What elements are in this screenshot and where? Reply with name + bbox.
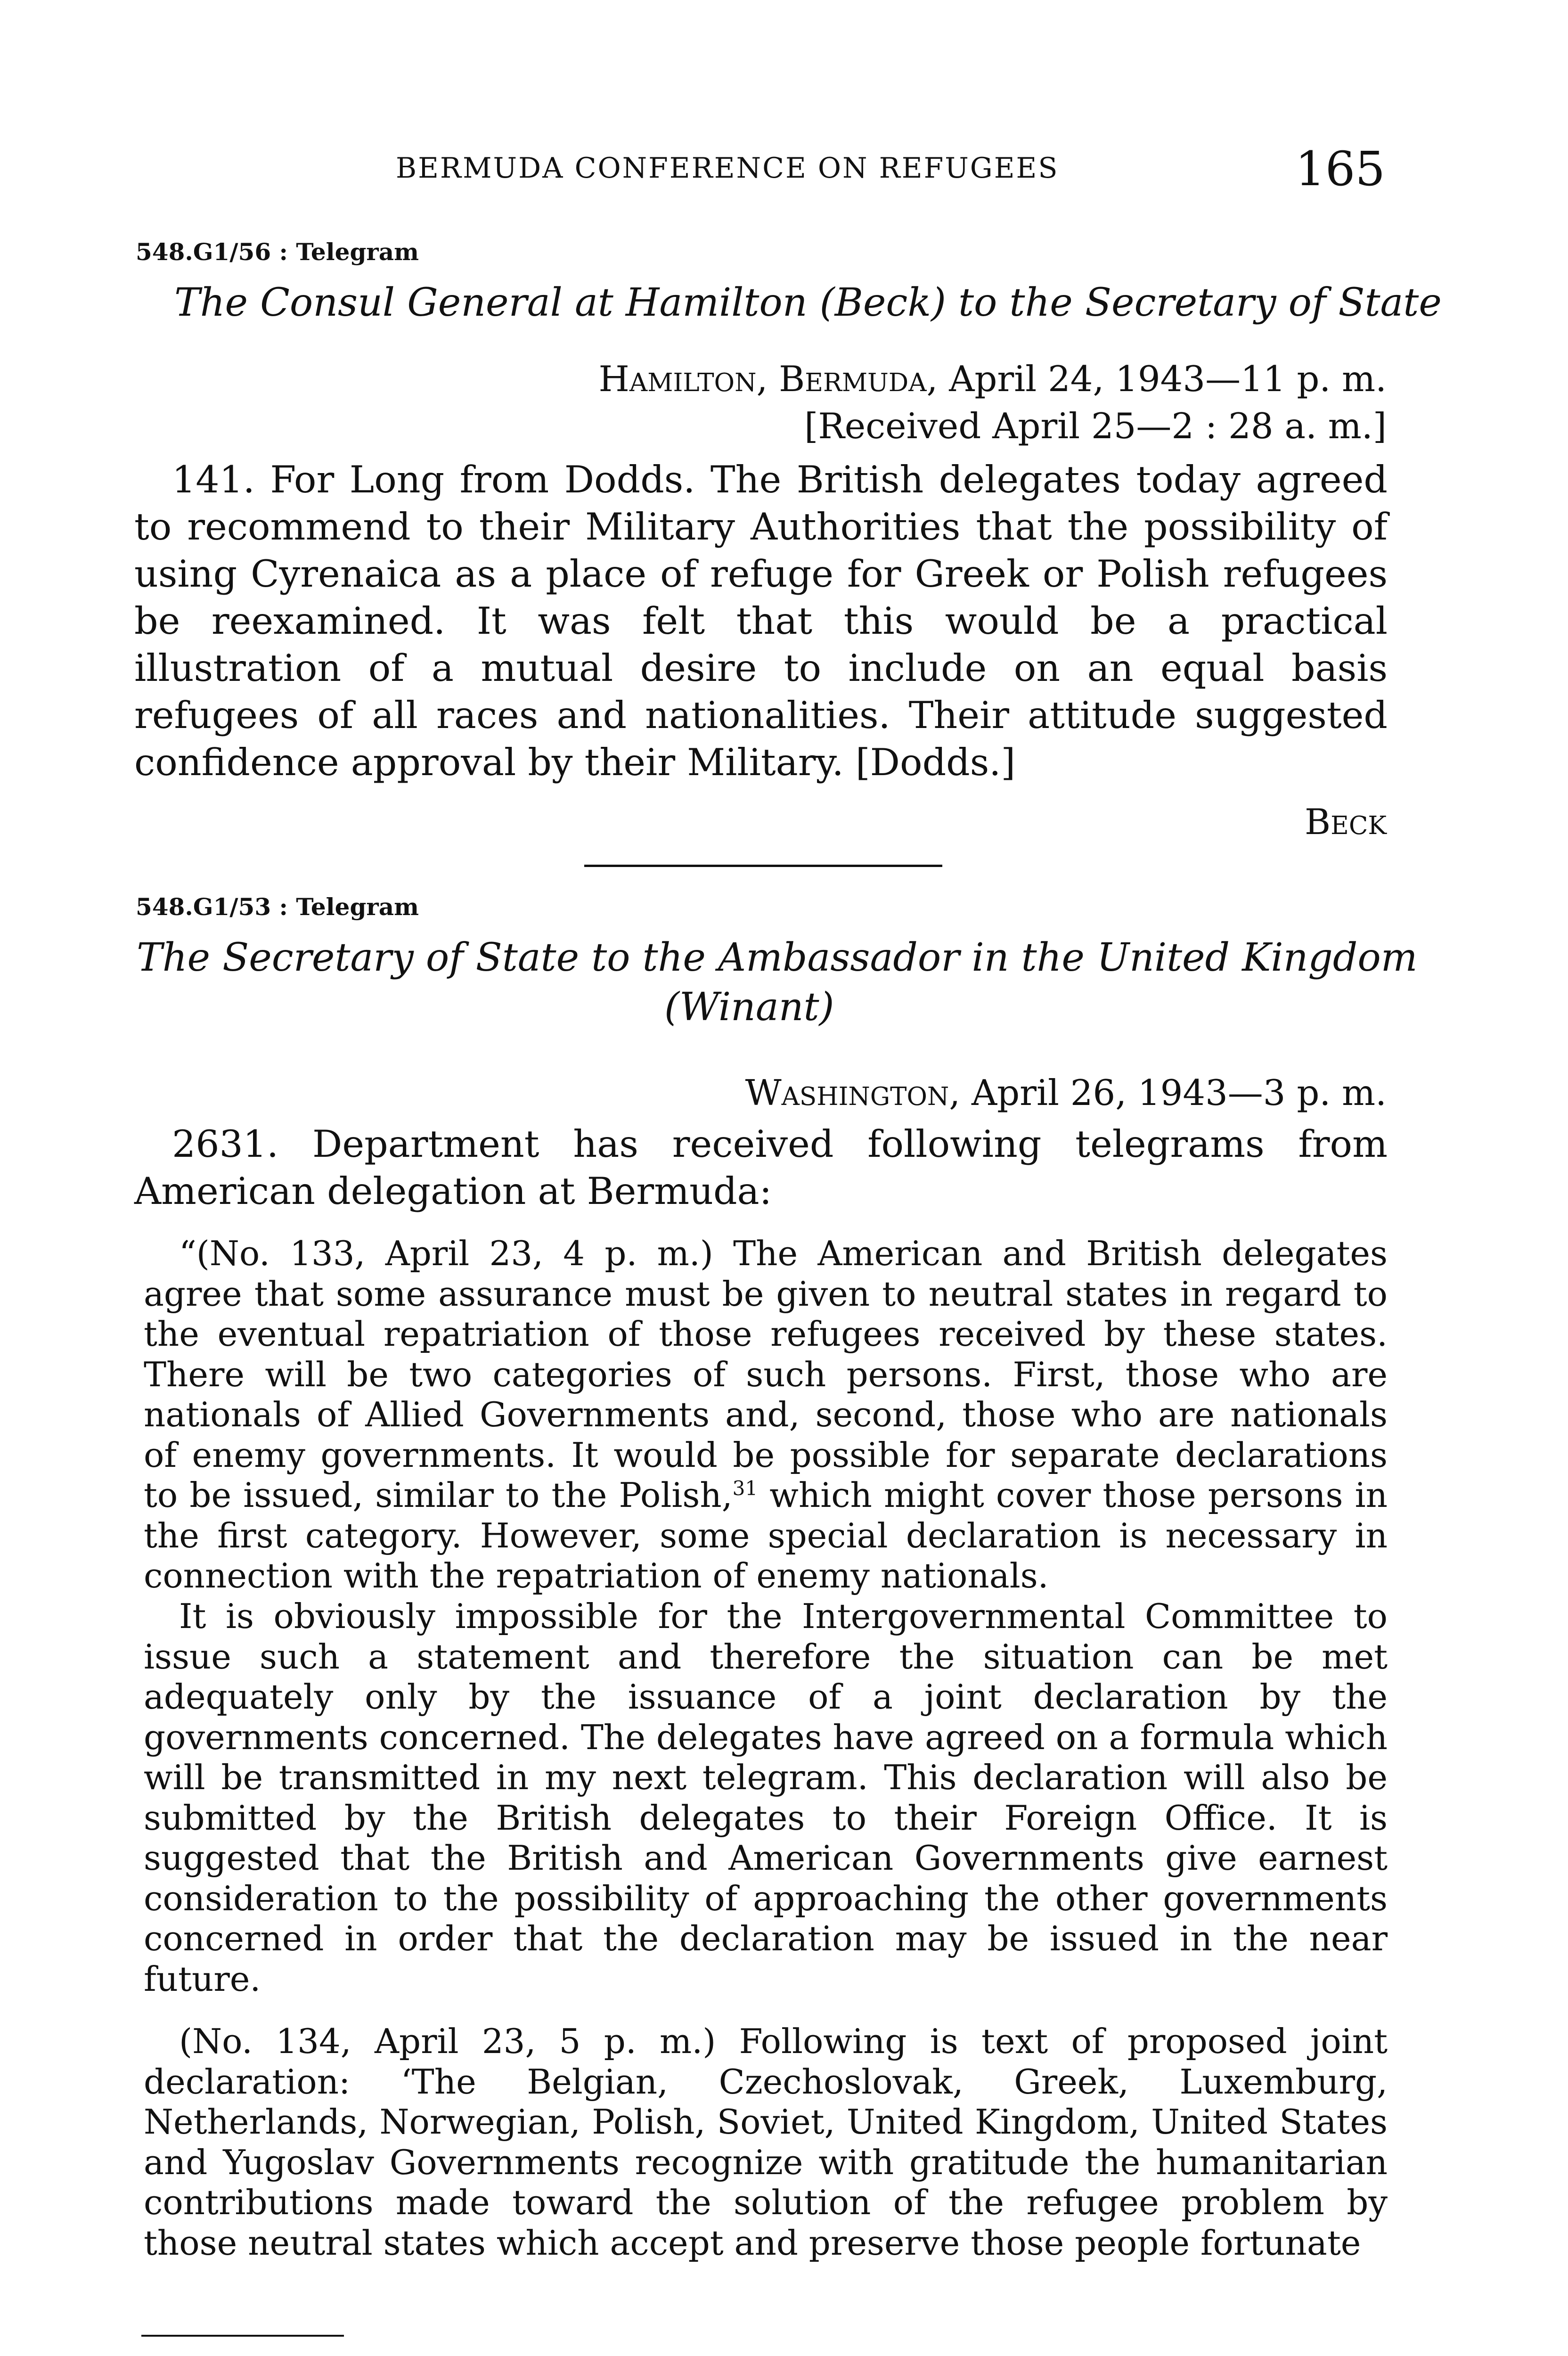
doc2-dateline-date: April 26, 1943—3 p. m. [971,1072,1387,1113]
footnote-rule [141,2335,344,2337]
footnote-ref: 31 [732,1477,758,1500]
doc1-dateline [599,358,1387,400]
doc1-signature: Beck [1305,801,1387,843]
page-number: 165 [1295,141,1385,196]
quote-paragraph-133 [144,1234,1388,1596]
doc2-heading-line1: The Secretary of State to the Ambassador in the United Kingdom [137,935,1418,980]
quote-133-text-a: “(No. 133, April 23, 4 p. m.) The American and British delegates agree that some assurance must be given to neutral states in regard to the eventual repatriation of those refugees received by these states. There will be two categories of such persons. First, those who are nationals of Allied Governments and, second, those who are nationals of enemy governments. It would be possible for separate declarations to be issued, similar to the Polish, [144,1234,1388,1515]
section-divider [584,865,942,867]
running-head [132,141,1385,196]
doc1-dateline-date: April 24, 1943—11 p. m. [949,358,1387,400]
quote-133-text-b: which might cover those persons in the first category. However, some special declaration is necessary in connection with the repatriation of enemy nationals. [144,1475,1388,1595]
running-title: BERMUDA CONFERENCE ON REFUGEES [396,152,1059,185]
doc2-file-id: 548.G1/53 : Telegram [136,893,419,921]
doc1-received: [Received April 25—2 : 28 a. m.] [804,405,1387,447]
doc1-dateline-place: Hamilton, Bermuda, [598,358,938,400]
doc1-file-id: 548.G1/56 : Telegram [136,238,419,266]
doc1-body: 141. For Long from Dodds. The British delegates today agreed to recommend to their Military Authorities that the possibility of using Cyrenaica as a place of refuge for Greek or Polish refugees be reexamined. It was felt that this would be a practical illustration of a mutual desire to include on an equal basis refugees of all races and nationalities. Their attitude suggested confidence approval by their Military. [Dodds.] [134,458,1388,784]
quote-paragraph-134: (No. 134, April 23, 5 p. m.) Following is text of proposed joint declaration: ‘The Belgian, Czechoslovak, Greek, Luxemburg, Netherlands, Norwegian, Polish, Soviet, United Kingdom, United States and Yugoslav Governments recognize with gratitude the humanitarian contributions made toward the solution of the refugee problem by those neutral states which accept and preserve those people fortunate [144,2021,1388,2263]
doc2-heading-line2: (Winant) [664,985,834,1030]
doc1-heading: The Consul General at Hamilton (Beck) to the Secretary of State [174,280,1442,325]
doc2-intro: 2631. Department has received following telegrams from American delegation at Bermuda: [134,1122,1388,1213]
quote-paragraph-committee: It is obviously impossible for the Intergovernmental Committee to issue such a statement and therefore the situation can be met adequately only by the issuance of a joint declaration by the governments concerned. The delegates have agreed on a formula which will be transmitted in my next telegram. This declaration will also be submitted by the British delegates to their Foreign Office. It is suggested that the British and American Governments give earnest consideration to the possibility of approaching the other governments concerned in order that the declaration may be issued in the near future. [144,1596,1388,1999]
doc2-dateline-place: Washington, [745,1072,961,1113]
doc2-dateline [745,1072,1387,1113]
